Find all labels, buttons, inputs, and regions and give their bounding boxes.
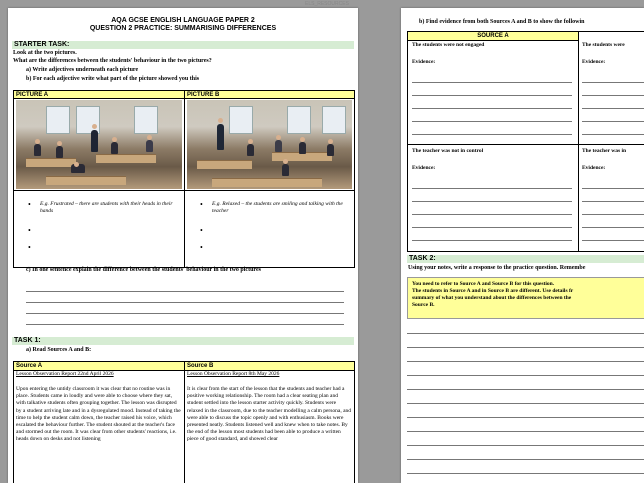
source-b-header: Source B bbox=[185, 362, 354, 370]
picture-a-header: PICTURE A bbox=[14, 91, 184, 99]
picture-a-example: E.g. Frustrated – there are students with their heads in their hands bbox=[40, 201, 173, 214]
row1-left-label: The students were not engaged bbox=[412, 42, 485, 48]
picture-b-image bbox=[187, 100, 352, 189]
source-a-text: Upon entering the untidy classroom it was clear that no routine was in place. Students came in loudly and were able to choose where they sat, with talkative students often grouping together. The lesson was disrupted by a student arriving late and in a dysregulated mood. Instead of taking the time to help the student calm down, the teacher raised his voice, which escalated the behaviour further. The student shouted at the teacher's face and stormed out the room. It was clear from other students' reactions, i.e. heads down on desks and not listening bbox=[16, 386, 181, 443]
row2-left-label: The teacher was not in control bbox=[412, 148, 484, 154]
row1-right-answer-lines[interactable] bbox=[582, 70, 644, 135]
row2-right-answer-lines[interactable] bbox=[582, 176, 644, 241]
question-b: b) Find evidence from both Sources A and B to show the followin bbox=[419, 19, 585, 25]
starter-item-a: a) Write adjectives underneath each picture bbox=[26, 67, 139, 73]
practice-line-2: The students in Source A and in Source B are different. Use details fr bbox=[412, 288, 574, 294]
row2-answer-lines[interactable] bbox=[412, 176, 572, 241]
source-a-header: SOURCE A bbox=[408, 32, 578, 41]
row1-answer-lines[interactable] bbox=[412, 70, 572, 135]
practice-line-3: summary of what you understand about the differences between the bbox=[412, 295, 572, 301]
row1-evidence-label: Evidence: bbox=[412, 59, 436, 65]
picture-b-header: PICTURE B bbox=[185, 91, 354, 99]
row2-right-evidence-label: Evidence: bbox=[582, 165, 606, 171]
row2-right-label: The teacher was in bbox=[582, 148, 627, 154]
page-title: AQA GCSE ENGLISH LANGUAGE PAPER 2 bbox=[111, 17, 255, 24]
sources-table bbox=[13, 361, 355, 483]
worksheet-page-2 bbox=[401, 8, 644, 483]
pictures-table: PICTURE A PICTURE B • E.g. Frustrated – there are students with their heads in their hands • • • E.g. Relaxed – the students are smiling and talking with the teacher • • bbox=[13, 90, 355, 268]
starter-item-b: b) For each adjective write what part of the picture showed you this bbox=[26, 76, 200, 82]
task-2-heading: TASK 2: bbox=[407, 255, 644, 263]
row1-right-evidence-label: Evidence: bbox=[582, 59, 606, 65]
practice-question-box bbox=[407, 277, 644, 319]
page-subtitle: QUESTION 2 PRACTICE: SUMMARISING DIFFERENCES bbox=[89, 25, 277, 32]
answer-lines-c[interactable] bbox=[26, 281, 344, 325]
evidence-table bbox=[407, 31, 644, 252]
practice-line-1: You need to refer to Source A and Source B for this question. bbox=[412, 281, 555, 287]
task-1-item-a: a) Read Sources A and B: bbox=[26, 347, 92, 353]
task-1-heading: TASK 1: bbox=[12, 337, 354, 345]
starter-line-2: What are the differences between the students' behaviour in the two pictures? bbox=[13, 58, 212, 64]
worksheet-page-1 bbox=[8, 8, 358, 483]
task-2-answer-lines[interactable] bbox=[407, 320, 644, 483]
row1-right-label: The students were bbox=[582, 42, 625, 48]
task-2-line-1: Using your notes, write a response to the practice question. Remembe bbox=[408, 265, 586, 271]
starter-line-1: Look at the two pictures. bbox=[13, 50, 77, 56]
column-divider bbox=[184, 91, 185, 267]
row2-evidence-label: Evidence: bbox=[412, 165, 436, 171]
source-a-header: Source A bbox=[14, 362, 184, 370]
watermark: ELS_RESOURCES bbox=[305, 1, 349, 7]
source-a-subtitle: Lesson Observation Report 22nd April 2026 bbox=[16, 371, 114, 377]
picture-b-example: E.g. Relaxed – the students are smiling and talking with the teacher bbox=[212, 201, 343, 214]
picture-a-image bbox=[16, 100, 182, 189]
starter-task-heading: STARTER TASK: bbox=[12, 41, 354, 49]
source-b-subtitle: Lesson Observation Report 8th May 2026 bbox=[187, 371, 280, 377]
source-b-text: It is clear from the start of the lesson that the students and teacher had a positive working relationship. The room had a clear seating plan and student settled into the lesson starter activity quickly. Students were relaxed in the classroom, due to the teacher modelling a calm persona, and were able to discuss the topic openly and with enthusiasm. Books were presented neatly. Students listened well and knew when to take notes. By the end of the lesson most students had been able to produce a written piece of good standard, and showed clear bbox=[187, 386, 352, 443]
practice-line-4: Source B. bbox=[412, 302, 435, 308]
question-c: c) In one sentence explain the difference between the students' behaviour in the two pictures bbox=[26, 267, 261, 273]
